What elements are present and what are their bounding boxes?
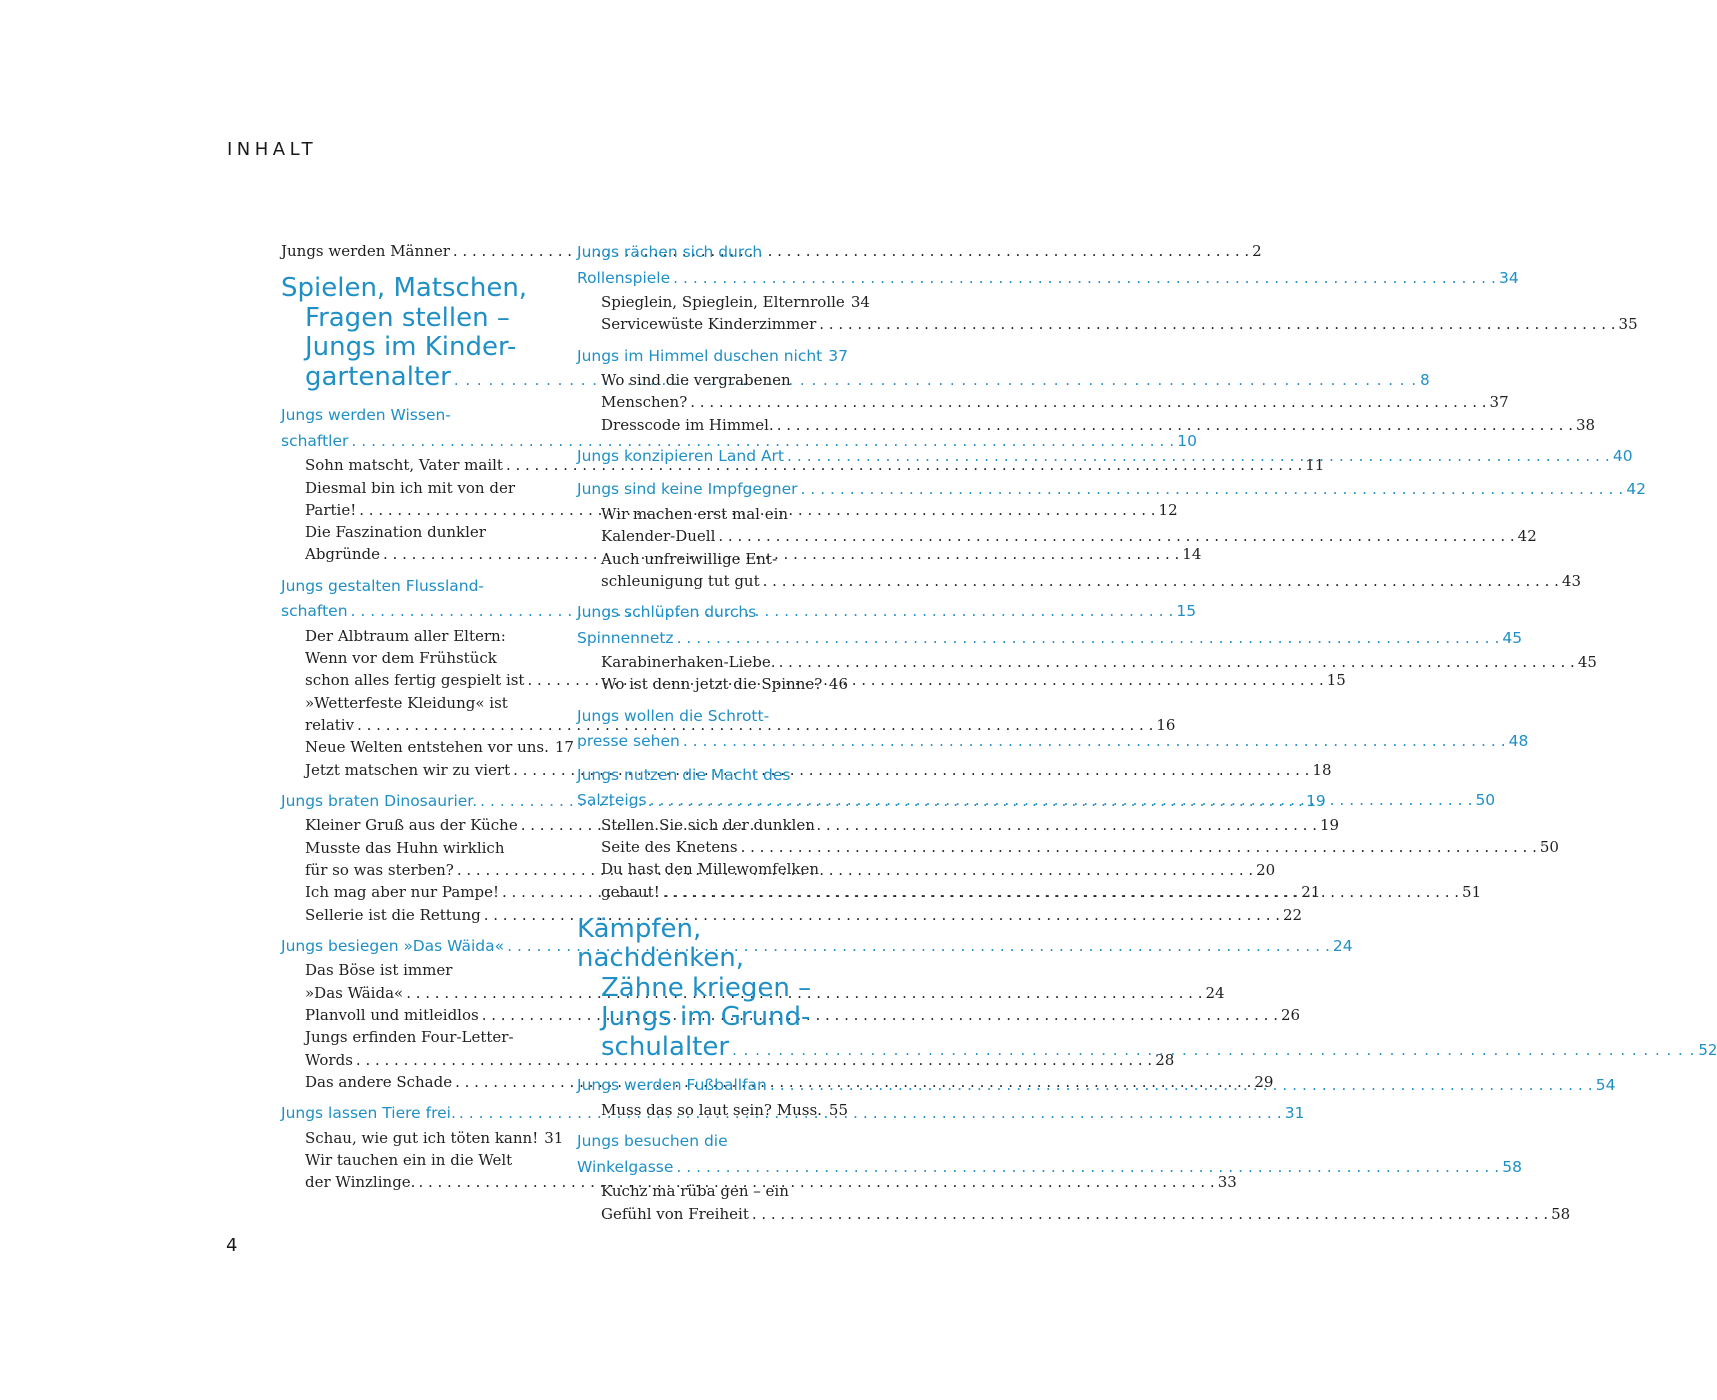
toc-page-number: 35 xyxy=(1618,315,1638,334)
toc-page-number: 21 xyxy=(1301,883,1321,902)
section-title-line: Winkelgasse xyxy=(577,1157,674,1176)
toc-page-number: 12 xyxy=(1158,500,1178,519)
subentry-title: Wo ist denn jetzt die Spinne? xyxy=(601,675,823,694)
section-title-line: schaften xyxy=(281,602,348,621)
page-title: INHALT xyxy=(227,139,318,160)
subentry-title: Gefühl von Freiheit xyxy=(601,1204,749,1223)
subentry-title: Schau, wie gut ich töten kann! xyxy=(305,1128,539,1147)
toc-page-number: 16 xyxy=(1156,715,1176,734)
toc-page-number: 37 xyxy=(1489,393,1509,412)
toc-page-number: 45 xyxy=(1577,653,1597,672)
section-title-line: Jungs werden Fußballfan xyxy=(577,1076,767,1095)
subentry-title: Menschen? xyxy=(601,393,688,412)
toc-subentry[interactable] xyxy=(601,651,1597,673)
subentry-title: Ich mag aber nur Pampe! xyxy=(305,883,500,902)
section-title-line: Jungs konzipieren Land Art xyxy=(577,446,785,465)
toc-subentry[interactable] xyxy=(601,673,848,695)
toc-subentry[interactable] xyxy=(601,369,1509,414)
subentry-title: Karabinerhaken-Liebe. xyxy=(601,653,776,672)
subentry-title: Jetzt matschen wir zu viert xyxy=(305,760,511,779)
section-title-line: Salzteigs xyxy=(577,791,647,810)
toc-entry-title: Jungs werden Männer xyxy=(281,242,450,260)
chapter-title-line: Spielen, Matschen, xyxy=(281,273,528,304)
subentry-title: Seite des Knetens xyxy=(601,838,738,857)
toc-page-number: 19 xyxy=(1305,791,1326,810)
section-title-line: Jungs besiegen »Das Wäida« xyxy=(281,936,505,955)
section-title-line: Jungs besuchen die xyxy=(577,1132,728,1151)
toc-page-number: 50 xyxy=(1539,838,1559,857)
toc-page-number: 8 xyxy=(1420,370,1430,389)
section-title-line: Rollenspiele xyxy=(577,268,671,287)
chapter-title-line: gartenalter xyxy=(305,361,451,392)
subentry-title: Partie! xyxy=(305,500,357,519)
subentry-title: gebaut! xyxy=(601,882,660,901)
subentry-title: Die Faszination dunkler xyxy=(305,523,486,542)
subentry-title: schon alles fertig gespielt ist xyxy=(305,671,525,690)
subentry-title: Das andere Schade xyxy=(305,1072,453,1091)
subentry-title: schleunigung tut gut xyxy=(601,571,760,590)
subentry-title: Kuchz ma rüba gen – ein xyxy=(601,1182,789,1201)
toc-section-rollenspiele[interactable] xyxy=(577,240,1519,291)
toc-subentries xyxy=(577,369,1596,436)
subentry-title: der Winzlinge. xyxy=(305,1173,416,1192)
section-title-line: Jungs sind keine Impfgegner xyxy=(577,480,798,499)
toc-page-number: 42 xyxy=(1517,527,1537,546)
toc-page-number: 40 xyxy=(1612,446,1633,465)
toc-page-number: 26 xyxy=(1280,1005,1301,1024)
subentry-title: Sohn matscht, Vater mailt xyxy=(305,456,503,475)
subentry-title: Neue Welten entstehen vor uns. xyxy=(305,738,549,757)
subentry-title: Wir tauchen ein in die Welt xyxy=(305,1150,513,1169)
toc-section-winkelgasse[interactable] xyxy=(577,1129,1522,1180)
section-title-line: Jungs nutzen die Macht des xyxy=(577,765,791,784)
toc-page-number: 38 xyxy=(1576,415,1596,434)
toc-page-number: 24 xyxy=(1205,983,1225,1002)
toc-page-number: 45 xyxy=(1502,628,1523,647)
chapter-title-line: Zähne kriegen – xyxy=(601,972,812,1003)
section-title-line: Jungs werden Wissen- xyxy=(281,406,451,425)
toc-subentry[interactable] xyxy=(305,1127,564,1149)
toc-page-number: 54 xyxy=(1595,1076,1616,1095)
subentry-title: Sellerie ist die Rettung xyxy=(305,905,481,924)
subentry-title: Der Albtraum aller Eltern: xyxy=(305,626,506,645)
subentry-title: Kalender-Duell xyxy=(601,527,716,546)
toc-page-number: 48 xyxy=(1508,732,1529,751)
toc-page-number: 31 xyxy=(544,1128,564,1147)
toc-page-number: 37 xyxy=(828,346,848,365)
toc-page-number: 58 xyxy=(1551,1204,1571,1223)
toc-subentries xyxy=(577,1099,848,1121)
toc-subentry[interactable] xyxy=(601,313,1638,335)
subentry-title: relativ xyxy=(305,715,355,734)
toc-section-impfgegner[interactable] xyxy=(577,477,1647,503)
section-title-line: Jungs gestalten Flussland- xyxy=(281,576,485,595)
subentry-title: »Wetterfeste Kleidung« ist xyxy=(305,693,508,712)
subentry-title: Muss das so laut sein? Muss. xyxy=(601,1100,822,1119)
subentry-title: Jungs erfinden Four-Letter- xyxy=(305,1028,514,1047)
toc-page-number: 33 xyxy=(1217,1173,1237,1192)
toc-page-number: 14 xyxy=(1182,545,1202,564)
subentry-title: Du hast den Millewomfelken xyxy=(601,860,820,879)
toc-page-number: 10 xyxy=(1177,431,1197,450)
subentry-title: Planvoll und mitleidlos xyxy=(305,1005,479,1024)
toc-page-number: 24 xyxy=(1332,936,1353,955)
subentry-title: für so was sterben? xyxy=(305,860,454,879)
subentry-title: »Das Wäida« xyxy=(305,983,404,1002)
toc-section-himmel[interactable] xyxy=(577,344,848,370)
toc-page-number: 22 xyxy=(1283,905,1303,924)
section-title-line: Spinnennetz xyxy=(577,628,674,647)
toc-subentry[interactable] xyxy=(601,291,870,313)
subentry-title: Spieglein, Spieglein, Elternrolle xyxy=(601,293,845,311)
toc-page-number: 11 xyxy=(1305,456,1325,475)
toc-page-number: 50 xyxy=(1475,791,1496,810)
toc-page-number: 34 xyxy=(1498,268,1519,287)
toc-page-number: 28 xyxy=(1155,1050,1175,1069)
toc-page-number: 43 xyxy=(1561,571,1581,590)
toc-page-number: 52 xyxy=(1698,1040,1717,1059)
section-title-line: Jungs im Himmel duschen nicht xyxy=(577,346,823,365)
toc-page-number: 19 xyxy=(1320,816,1340,835)
subentry-title: Servicewüste Kinderzimmer xyxy=(601,315,817,334)
subentry-title: Stellen Sie sich der dunklen xyxy=(601,815,815,834)
subentry-title: Wenn vor dem Frühstück xyxy=(305,649,497,668)
subentry-title: Wo sind die vergrabenen xyxy=(601,371,791,390)
toc-page-number: 17 xyxy=(554,738,574,757)
toc-page-number: 34 xyxy=(850,293,870,311)
toc-page-number: 20 xyxy=(1256,860,1276,879)
toc-subentry[interactable] xyxy=(305,736,574,758)
toc-page-number: 46 xyxy=(828,675,848,694)
toc-page-number: 2 xyxy=(1252,242,1262,260)
section-title-line: Jungs lassen Tiere frei. xyxy=(281,1104,456,1123)
chapter-title-line: schulalter xyxy=(601,1031,730,1062)
toc-page-number: 15 xyxy=(1326,671,1346,690)
subentry-title: Das Böse ist immer xyxy=(305,961,453,980)
chapter-title-line: Kämpfen, nachdenken, xyxy=(577,913,745,974)
toc-section-waeida[interactable] xyxy=(281,934,1353,960)
section-title-line: Jungs rächen sich durch xyxy=(577,243,763,261)
toc-page-number: 15 xyxy=(1176,602,1197,621)
section-title-line: Jungs braten Dinosaurier. xyxy=(281,791,478,810)
chapter-title-line: Fragen stellen – xyxy=(305,302,510,333)
subentry-title: Diesmal bin ich mit von der xyxy=(305,478,515,497)
section-title-line: Jungs wollen die Schrott- xyxy=(577,706,770,725)
toc-subentry[interactable] xyxy=(601,414,1596,436)
page-number: 4 xyxy=(226,1235,238,1256)
toc-page-number: 58 xyxy=(1502,1157,1522,1176)
toc-page-number: 29 xyxy=(1254,1072,1274,1091)
toc-page-number: 42 xyxy=(1626,480,1647,499)
section-title-line: Jungs schlüpfen durchs xyxy=(577,603,757,622)
toc-subentry[interactable] xyxy=(601,1099,848,1121)
toc-page-number: 31 xyxy=(1284,1104,1305,1123)
subentry-title: Kleiner Gruß aus der Küche xyxy=(305,816,518,835)
subentry-title: Auch unfreiwillige Ent- xyxy=(601,549,778,568)
toc-subentries xyxy=(577,291,1638,336)
subentry-title: Abgründe xyxy=(305,545,381,564)
toc-page-number: 51 xyxy=(1462,882,1482,901)
toc-page-number: 55 xyxy=(828,1100,848,1119)
subentry-title: Words xyxy=(305,1050,353,1069)
subentry-title: Wir machen erst mal ein xyxy=(601,504,789,523)
subentry-title: Musste das Huhn wirklich xyxy=(305,838,505,857)
subentry-title: Dresscode im Himmel. xyxy=(601,415,774,434)
toc-page-number: 18 xyxy=(1312,760,1332,779)
section-title-line: presse sehen xyxy=(577,732,680,751)
toc-subentry[interactable] xyxy=(305,904,1303,926)
section-title-line: schaftler xyxy=(281,431,349,450)
chapter-title-line: Jungs im Kinder- xyxy=(305,332,517,363)
chapter-title-line: Jungs im Grund- xyxy=(601,1002,811,1033)
